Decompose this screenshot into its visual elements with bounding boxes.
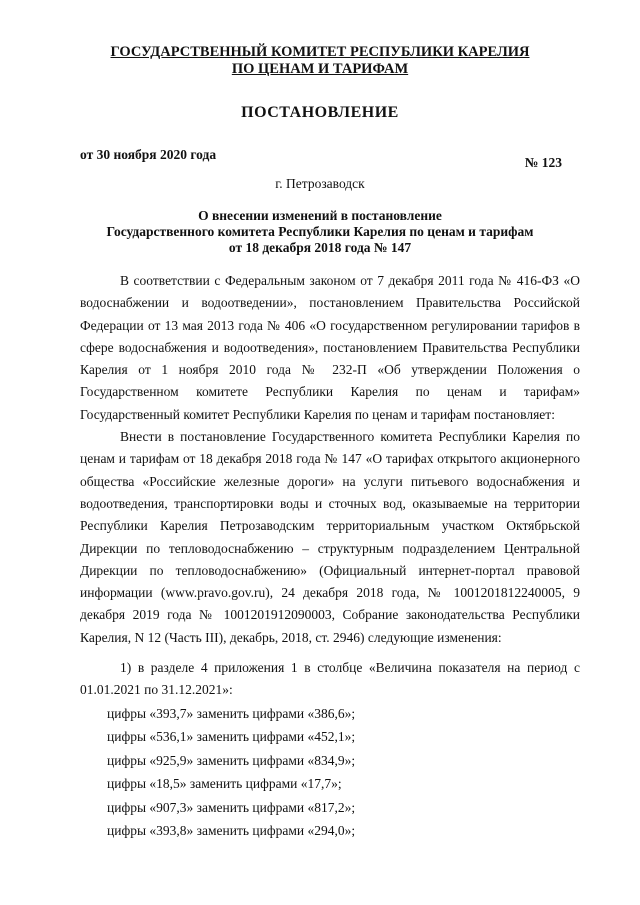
subject-line-2: Государственного комитета Республики Карелия по ценам и тарифам bbox=[106, 224, 534, 239]
change-item-1: 1) в разделе 4 приложения 1 в столбце «Величина показателя на период с 01.01.2021 по 31.12.2021»: bbox=[80, 660, 580, 698]
document-number: № 123 bbox=[524, 155, 562, 170]
subject-line-1: О внесении изменений в постановление bbox=[198, 208, 442, 223]
changes-section bbox=[80, 657, 580, 843]
document-title: ПОСТАНОВЛЕНИЕ bbox=[241, 104, 399, 121]
document-subject bbox=[0, 208, 640, 256]
document-city: г. Петрозаводск bbox=[275, 176, 365, 191]
resolution-paragraph: Внести в постановление Государственного комитета Республики Карелия по ценам и тарифам от 18 декабря 2018 года № 147 «О тарифах открытого акционерного общества «Российские железные дороги» на услуги питьевого водоснабжения и водоотведения, транспортировки воды и сточных вод, оказываемые на территории Республики Карелия Петрозаводским территориальным участком Октябрьской Дирекции по тепловодоснабжению – структурным подразделением Центральной Дирекции по тепловодоснабжению» (Официальный интернет-портал правовой информации (www.pravo.gov.ru), 24 декабря 2018 года, № 1001201812240005, 9 декабря 2019 года № 1001201912090003, Собрание законодательства Республики Карелия, N 12 (Часть III), декабрь, 2018, ст. 2946) следующие изменения: bbox=[80, 429, 580, 645]
document-date: от 30 ноября 2020 года bbox=[80, 147, 217, 162]
subject-line-3: от 18 декабря 2018 года № 147 bbox=[228, 240, 412, 255]
header-line-2: ПО ЦЕНАМ И ТАРИФАМ bbox=[231, 61, 409, 77]
replacement-item: цифры «393,8» заменить цифрами «294,0»; bbox=[107, 823, 356, 839]
replacement-item: цифры «536,1» заменить цифрами «452,1»; bbox=[107, 729, 356, 745]
preamble-paragraph: В соответствии с Федеральным законом от 7 декабря 2011 года № 416-ФЗ «О водоснабжении и водоотведении», постановлением Правительства Российской Федерации от 13 мая 2013 года № 406 «О государственном регулировании тарифов в сфере водоснабжения и водоотведения», постановлением Правительства Республики Карелия от 1 ноября 2010 года № 232-П «Об утверждении Положения о Государственном комитете Республики Карелия по ценам и тарифам» Государственный комитет Республики Карелия по ценам и тарифам постановляет: bbox=[80, 273, 580, 422]
replacement-list bbox=[80, 702, 580, 843]
document-body bbox=[80, 270, 580, 649]
replacement-item: цифры «907,3» заменить цифрами «817,2»; bbox=[107, 799, 356, 815]
replacement-item: цифры «18,5» заменить цифрами «17,7»; bbox=[107, 776, 342, 792]
organization-header bbox=[0, 44, 640, 78]
replacement-item: цифры «393,7» заменить цифрами «386,6»; bbox=[107, 705, 356, 721]
header-line-1: ГОСУДАРСТВЕННЫЙ КОМИТЕТ РЕСПУБЛИКИ КАРЕЛИЯ bbox=[110, 44, 530, 60]
replacement-item: цифры «925,9» заменить цифрами «834,9»; bbox=[107, 752, 356, 768]
